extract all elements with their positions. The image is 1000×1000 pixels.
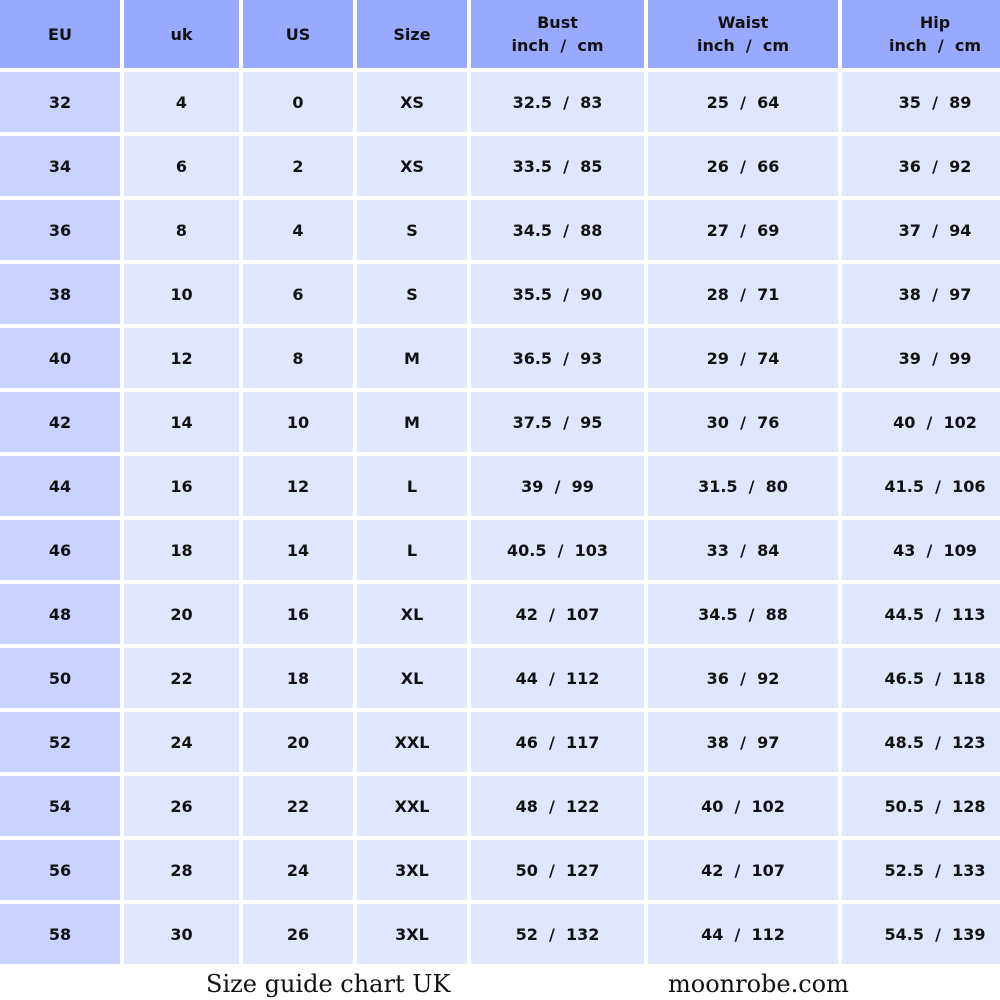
cell-eu: 40	[0, 328, 120, 388]
cell-uk: 6	[124, 136, 239, 196]
cell-eu: 34	[0, 136, 120, 196]
cell-bust: 52 / 132	[471, 904, 644, 964]
cell-size: S	[357, 264, 467, 324]
cell-hip: 44.5 / 113	[842, 584, 1000, 644]
table-row	[0, 648, 1000, 708]
cell-us: 20	[243, 712, 353, 772]
cell-us: 2	[243, 136, 353, 196]
cell-bust: 35.5 / 90	[471, 264, 644, 324]
cell-us: 10	[243, 392, 353, 452]
cell-bust: 50 / 127	[471, 840, 644, 900]
cell-us: 18	[243, 648, 353, 708]
table-row	[0, 776, 1000, 836]
cell-hip: 50.5 / 128	[842, 776, 1000, 836]
cell-size: XXL	[357, 712, 467, 772]
cell-size: XS	[357, 136, 467, 196]
cell-us: 6	[243, 264, 353, 324]
cell-us: 4	[243, 200, 353, 260]
cell-size: XS	[357, 72, 467, 132]
cell-bust: 36.5 / 93	[471, 328, 644, 388]
cell-size: L	[357, 456, 467, 516]
table-row	[0, 456, 1000, 516]
header-size: Size	[357, 0, 467, 68]
cell-waist: 36 / 92	[648, 648, 838, 708]
cell-hip: 37 / 94	[842, 200, 1000, 260]
header-hip: Hip inch / cm	[842, 0, 1000, 68]
cell-uk: 12	[124, 328, 239, 388]
cell-waist: 26 / 66	[648, 136, 838, 196]
cell-uk: 20	[124, 584, 239, 644]
cell-hip: 39 / 99	[842, 328, 1000, 388]
table-row	[0, 584, 1000, 644]
cell-eu: 42	[0, 392, 120, 452]
cell-eu: 54	[0, 776, 120, 836]
cell-waist: 40 / 102	[648, 776, 838, 836]
cell-size: 3XL	[357, 904, 467, 964]
header-row	[0, 0, 1000, 68]
cell-uk: 8	[124, 200, 239, 260]
table-row	[0, 72, 1000, 132]
cell-hip: 48.5 / 123	[842, 712, 1000, 772]
cell-bust: 32.5 / 83	[471, 72, 644, 132]
cell-hip: 52.5 / 133	[842, 840, 1000, 900]
cell-size: XXL	[357, 776, 467, 836]
cell-uk: 18	[124, 520, 239, 580]
footer	[0, 970, 1000, 1000]
cell-eu: 32	[0, 72, 120, 132]
cell-hip: 36 / 92	[842, 136, 1000, 196]
footer-website: moonrobe.com	[668, 970, 849, 998]
cell-waist: 42 / 107	[648, 840, 838, 900]
cell-waist: 25 / 64	[648, 72, 838, 132]
table-row	[0, 200, 1000, 260]
header-eu: EU	[0, 0, 120, 68]
cell-eu: 50	[0, 648, 120, 708]
cell-size: M	[357, 392, 467, 452]
cell-waist: 29 / 74	[648, 328, 838, 388]
table-row	[0, 840, 1000, 900]
table-row	[0, 520, 1000, 580]
cell-us: 24	[243, 840, 353, 900]
cell-size: M	[357, 328, 467, 388]
cell-us: 12	[243, 456, 353, 516]
cell-bust: 48 / 122	[471, 776, 644, 836]
header-bust: Bust inch / cm	[471, 0, 644, 68]
cell-waist: 28 / 71	[648, 264, 838, 324]
cell-uk: 14	[124, 392, 239, 452]
header-uk: uk	[124, 0, 239, 68]
cell-hip: 46.5 / 118	[842, 648, 1000, 708]
cell-eu: 38	[0, 264, 120, 324]
cell-hip: 35 / 89	[842, 72, 1000, 132]
cell-eu: 46	[0, 520, 120, 580]
cell-waist: 44 / 112	[648, 904, 838, 964]
cell-uk: 10	[124, 264, 239, 324]
cell-uk: 30	[124, 904, 239, 964]
cell-us: 16	[243, 584, 353, 644]
cell-waist: 38 / 97	[648, 712, 838, 772]
cell-eu: 36	[0, 200, 120, 260]
cell-eu: 44	[0, 456, 120, 516]
cell-bust: 44 / 112	[471, 648, 644, 708]
cell-size: XL	[357, 584, 467, 644]
footer-caption: Size guide chart UK	[206, 970, 451, 998]
cell-size: S	[357, 200, 467, 260]
table-row	[0, 136, 1000, 196]
cell-bust: 34.5 / 88	[471, 200, 644, 260]
cell-uk: 28	[124, 840, 239, 900]
cell-size: L	[357, 520, 467, 580]
cell-bust: 39 / 99	[471, 456, 644, 516]
cell-hip: 38 / 97	[842, 264, 1000, 324]
table-row	[0, 712, 1000, 772]
cell-bust: 33.5 / 85	[471, 136, 644, 196]
table-row	[0, 264, 1000, 324]
cell-waist: 30 / 76	[648, 392, 838, 452]
cell-bust: 40.5 / 103	[471, 520, 644, 580]
cell-size: 3XL	[357, 840, 467, 900]
table-header	[0, 0, 1000, 68]
cell-hip: 43 / 109	[842, 520, 1000, 580]
cell-uk: 4	[124, 72, 239, 132]
table-row	[0, 904, 1000, 964]
cell-waist: 33 / 84	[648, 520, 838, 580]
cell-waist: 31.5 / 80	[648, 456, 838, 516]
cell-waist: 34.5 / 88	[648, 584, 838, 644]
header-us: US	[243, 0, 353, 68]
cell-size: XL	[357, 648, 467, 708]
cell-us: 22	[243, 776, 353, 836]
cell-eu: 52	[0, 712, 120, 772]
cell-uk: 22	[124, 648, 239, 708]
cell-eu: 48	[0, 584, 120, 644]
cell-us: 14	[243, 520, 353, 580]
table-row	[0, 328, 1000, 388]
cell-us: 26	[243, 904, 353, 964]
cell-uk: 16	[124, 456, 239, 516]
cell-uk: 26	[124, 776, 239, 836]
cell-uk: 24	[124, 712, 239, 772]
cell-hip: 54.5 / 139	[842, 904, 1000, 964]
table-body	[0, 72, 1000, 964]
cell-eu: 58	[0, 904, 120, 964]
header-waist: Waist inch / cm	[648, 0, 838, 68]
cell-waist: 27 / 69	[648, 200, 838, 260]
table-row	[0, 392, 1000, 452]
cell-hip: 40 / 102	[842, 392, 1000, 452]
cell-bust: 42 / 107	[471, 584, 644, 644]
cell-bust: 37.5 / 95	[471, 392, 644, 452]
cell-hip: 41.5 / 106	[842, 456, 1000, 516]
cell-bust: 46 / 117	[471, 712, 644, 772]
cell-us: 8	[243, 328, 353, 388]
cell-eu: 56	[0, 840, 120, 900]
cell-us: 0	[243, 72, 353, 132]
